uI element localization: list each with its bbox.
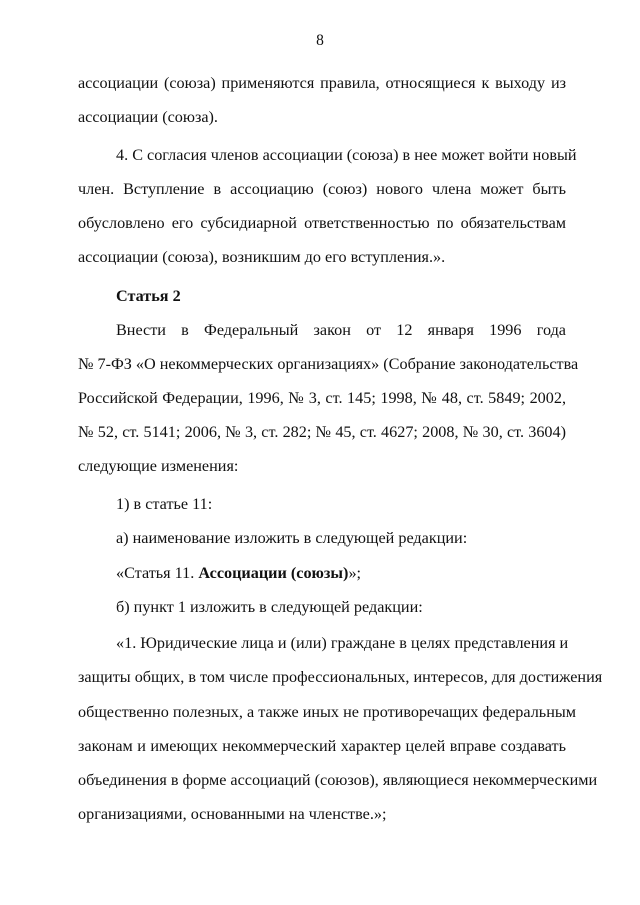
text-line: ассоциации (союза). xyxy=(78,108,218,126)
article-title-bold: Ассоциации (союзы) xyxy=(198,564,349,582)
article-title-line xyxy=(116,563,566,583)
text-line: ассоциации (союза) применяются правила, относящиеся к выходу из xyxy=(78,74,566,92)
text-line: ассоциации (союза), возникшим до его вступления.». xyxy=(78,248,446,266)
text-line: 4. С согласия членов ассоциации (союза) в нее может войти новый xyxy=(116,146,577,164)
text-line: 1) в статье 11: xyxy=(116,495,213,513)
text-line: общественно полезных, а также иных не противоречащих федеральным xyxy=(78,703,576,721)
text-line: Внести в Федеральный закон от 12 января 1996 года xyxy=(116,321,566,339)
text-line: защиты общих, в том числе профессиональных, интересов, для достижения xyxy=(78,668,603,686)
text-line: «1. Юридические лица и (или) граждане в целях представления и xyxy=(116,634,569,652)
article-title-suffix: »; xyxy=(348,564,362,582)
text-line: а) наименование изложить в следующей редакции: xyxy=(116,529,468,547)
article-title-prefix: «Статья 11. xyxy=(116,564,199,582)
text-line: № 52, ст. 5141; 2006, № 3, ст. 282; № 45, ст. 4627; 2008, № 30, ст. 3604) xyxy=(78,423,566,441)
text-line: Российской Федерации, 1996, № 3, ст. 145; 1998, № 48, ст. 5849; 2002, xyxy=(78,389,566,407)
text-line: б) пункт 1 изложить в следующей редакции: xyxy=(116,598,423,616)
text-line: законам и имеющих некоммерческий характер целей вправе создавать xyxy=(78,737,566,755)
text-line: организациями, основанными на членстве.»; xyxy=(78,805,387,823)
page-number: 8 xyxy=(316,32,324,49)
text-line: следующие изменения: xyxy=(78,457,239,475)
article-heading: Статья 2 xyxy=(116,287,181,305)
text-line: объединения в форме ассоциаций (союзов), являющиеся некоммерческими xyxy=(78,771,598,789)
text-line: обусловлено его субсидиарной ответственностью по обязательствам xyxy=(78,214,566,232)
text-line: № 7-ФЗ «О некоммерческих организациях» (Собрание законодательства xyxy=(78,355,579,373)
text-line: член. Вступление в ассоциацию (союз) нового члена может быть xyxy=(78,180,566,198)
